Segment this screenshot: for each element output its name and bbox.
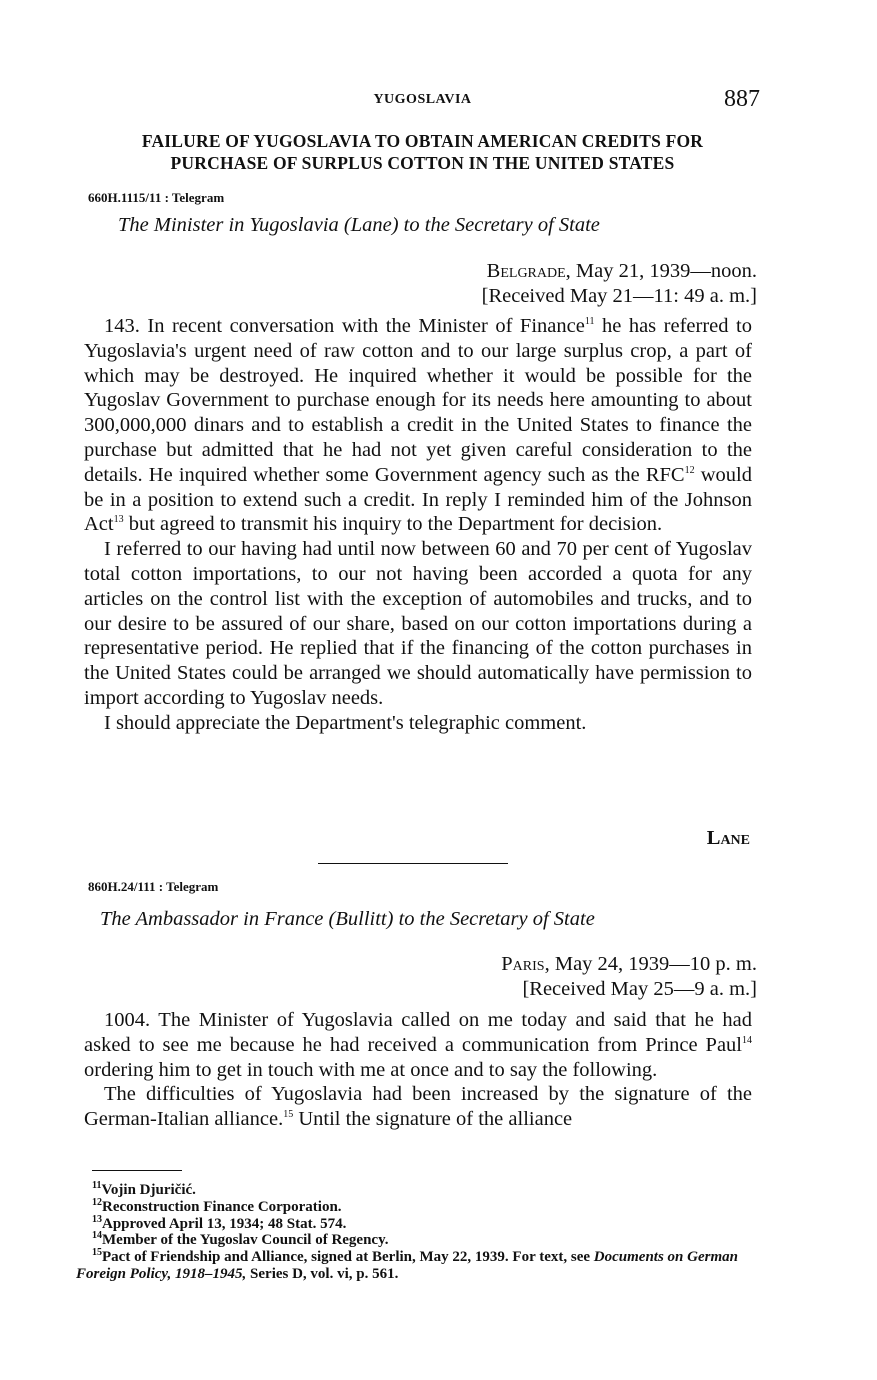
doc1-p1-d: but agreed to transmit his inquiry to the Department for decision. [123, 513, 663, 536]
footnote-15-number: 15 [92, 1247, 102, 1259]
doc2-body [84, 1008, 752, 1132]
doc1-p1-c: would be in a position to extend such a credit. In reply I reminded him of the Johnson Act [84, 463, 752, 536]
footnote-12-number: 12 [92, 1196, 102, 1208]
running-title: YUGOSLAVIA [373, 92, 472, 107]
footnote-11-text: Vojin Djuričić. [101, 1182, 196, 1198]
doc2-p2-b: Until the signature of the alliance [293, 1108, 573, 1131]
footnote-13 [92, 1213, 752, 1233]
doc1-p1-b: he has referred to Yugoslavia's urgent need of raw cotton and to our large surplus crop, a part of which may be destroyed. He inquired whether it would be possible for the Yugoslav Government to purchase enough for its needs here amounting to about 300,000,000 dinars and to establish a credit in the United States to finance the purchase but admitted that he had not yet given careful consideration to the details. He inquired whether some Government agency such as the RFC [84, 315, 752, 486]
doc1-p1-a: 143. In recent conversation with the Minister of Finance [104, 315, 585, 337]
doc2-dateline [501, 952, 757, 1002]
doc1-dateline [482, 259, 757, 309]
footnote-14-text: Member of the Yugoslav Council of Regency. [102, 1232, 389, 1249]
page-header [80, 86, 765, 116]
doc1-place: Belgrade, [486, 260, 571, 282]
doc1-file-ref: 660H.1115/11 : Telegram [88, 190, 225, 205]
document-separator [318, 863, 508, 864]
doc2-file-ref: 860H.24/111 : Telegram [88, 879, 219, 894]
section-title [80, 130, 765, 174]
footnote-13-text: Approved April 13, 1934; 48 Stat. 574. [102, 1215, 347, 1232]
doc1-date: May 21, 1939—noon. [570, 260, 757, 282]
doc2-heading [100, 908, 595, 931]
footnote-14-number: 14 [92, 1230, 102, 1242]
doc2-date: May 24, 1939—10 p. m. [549, 953, 757, 975]
footnote-11-number: 11 [92, 1180, 102, 1191]
doc1-heading-pre: The Minister in Yugoslavia ( [118, 214, 351, 236]
footnote-15-text-b: Series D, vol. vi, p. 561. [246, 1265, 399, 1282]
footnote-ref-15: 15 [283, 1109, 294, 1121]
doc1-paragraph-1 [84, 314, 752, 537]
doc2-p1-b: ordering him to get in touch with me at once and to say the following. [84, 1058, 658, 1081]
footnote-13-number: 13 [92, 1213, 102, 1225]
footnotes [76, 1180, 752, 1283]
footnote-rule [92, 1170, 182, 1171]
footnote-15-text-a: Pact of Friendship and Alliance, signed at Berlin, May 22, 1939. For text, see [102, 1249, 594, 1266]
doc1-place-date [482, 259, 757, 284]
doc2-heading-name: Bullitt [335, 908, 387, 930]
doc2-p1-a: 1004. The Minister of Yugoslavia called on me today and said that he had asked to see me because he had received a communication from Prince Paul [84, 1009, 752, 1056]
doc2-heading-post: ) to the Secretary of State [386, 908, 595, 930]
doc2-place-date [501, 952, 757, 977]
doc2-paragraph-1 [84, 1008, 752, 1082]
footnote-ref-12: 12 [684, 464, 695, 476]
doc1-signature: Lane [706, 827, 750, 849]
doc1-heading-name: Lane [350, 214, 392, 236]
footnote-12 [92, 1196, 752, 1216]
doc2-heading-pre: The Ambassador in France ( [100, 908, 336, 930]
section-title-line-1: FAILURE OF YUGOSLAVIA TO OBTAIN AMERICAN CREDITS FOR [141, 131, 704, 151]
doc2-place: Paris, [501, 953, 550, 975]
doc1-body [84, 314, 752, 736]
doc2-received: [Received May 25—9 a. m.] [522, 978, 757, 1000]
footnote-14 [92, 1232, 752, 1249]
section-title-line-2: PURCHASE OF SURPLUS COTTON IN THE UNITED STATES [170, 153, 675, 173]
footnote-ref-14: 14 [742, 1034, 752, 1046]
doc1-heading [118, 214, 600, 237]
footnote-15 [76, 1249, 752, 1283]
doc2-paragraph-2 [84, 1082, 752, 1132]
page-number: 887 [724, 86, 760, 112]
doc1-received: [Received May 21—11: 49 a. m.] [481, 285, 757, 307]
footnote-11 [92, 1182, 752, 1199]
footnote-12-text: Reconstruction Finance Corporation. [102, 1198, 342, 1215]
footnote-ref-13: 13 [113, 514, 124, 526]
doc1-heading-post: ) to the Secretary of State [391, 214, 600, 236]
doc1-paragraph-2: I referred to our having had until now between 60 and 70 per cent of Yugoslav total cotton importations, to our not having been accorded a quota for any articles on the control list with the exception of automobiles and trucks, and to our desire to be assured of our share, based on our cotton importations during a representative period. He replied that if the financing of the cotton purchases in the United States could be arranged we should automatically have permission to import according to Yugoslav needs. [84, 538, 752, 709]
doc1-paragraph-3: I should appreciate the Department's telegraphic comment. [104, 711, 587, 734]
doc2-p2-a: The difficulties of Yugoslavia had been increased by the signature of the German-Italian alliance. [84, 1083, 752, 1131]
footnote-ref-11: 11 [584, 316, 595, 328]
footnote-15-title: Documents on German Foreign Policy, 1918–1945, [76, 1249, 738, 1282]
